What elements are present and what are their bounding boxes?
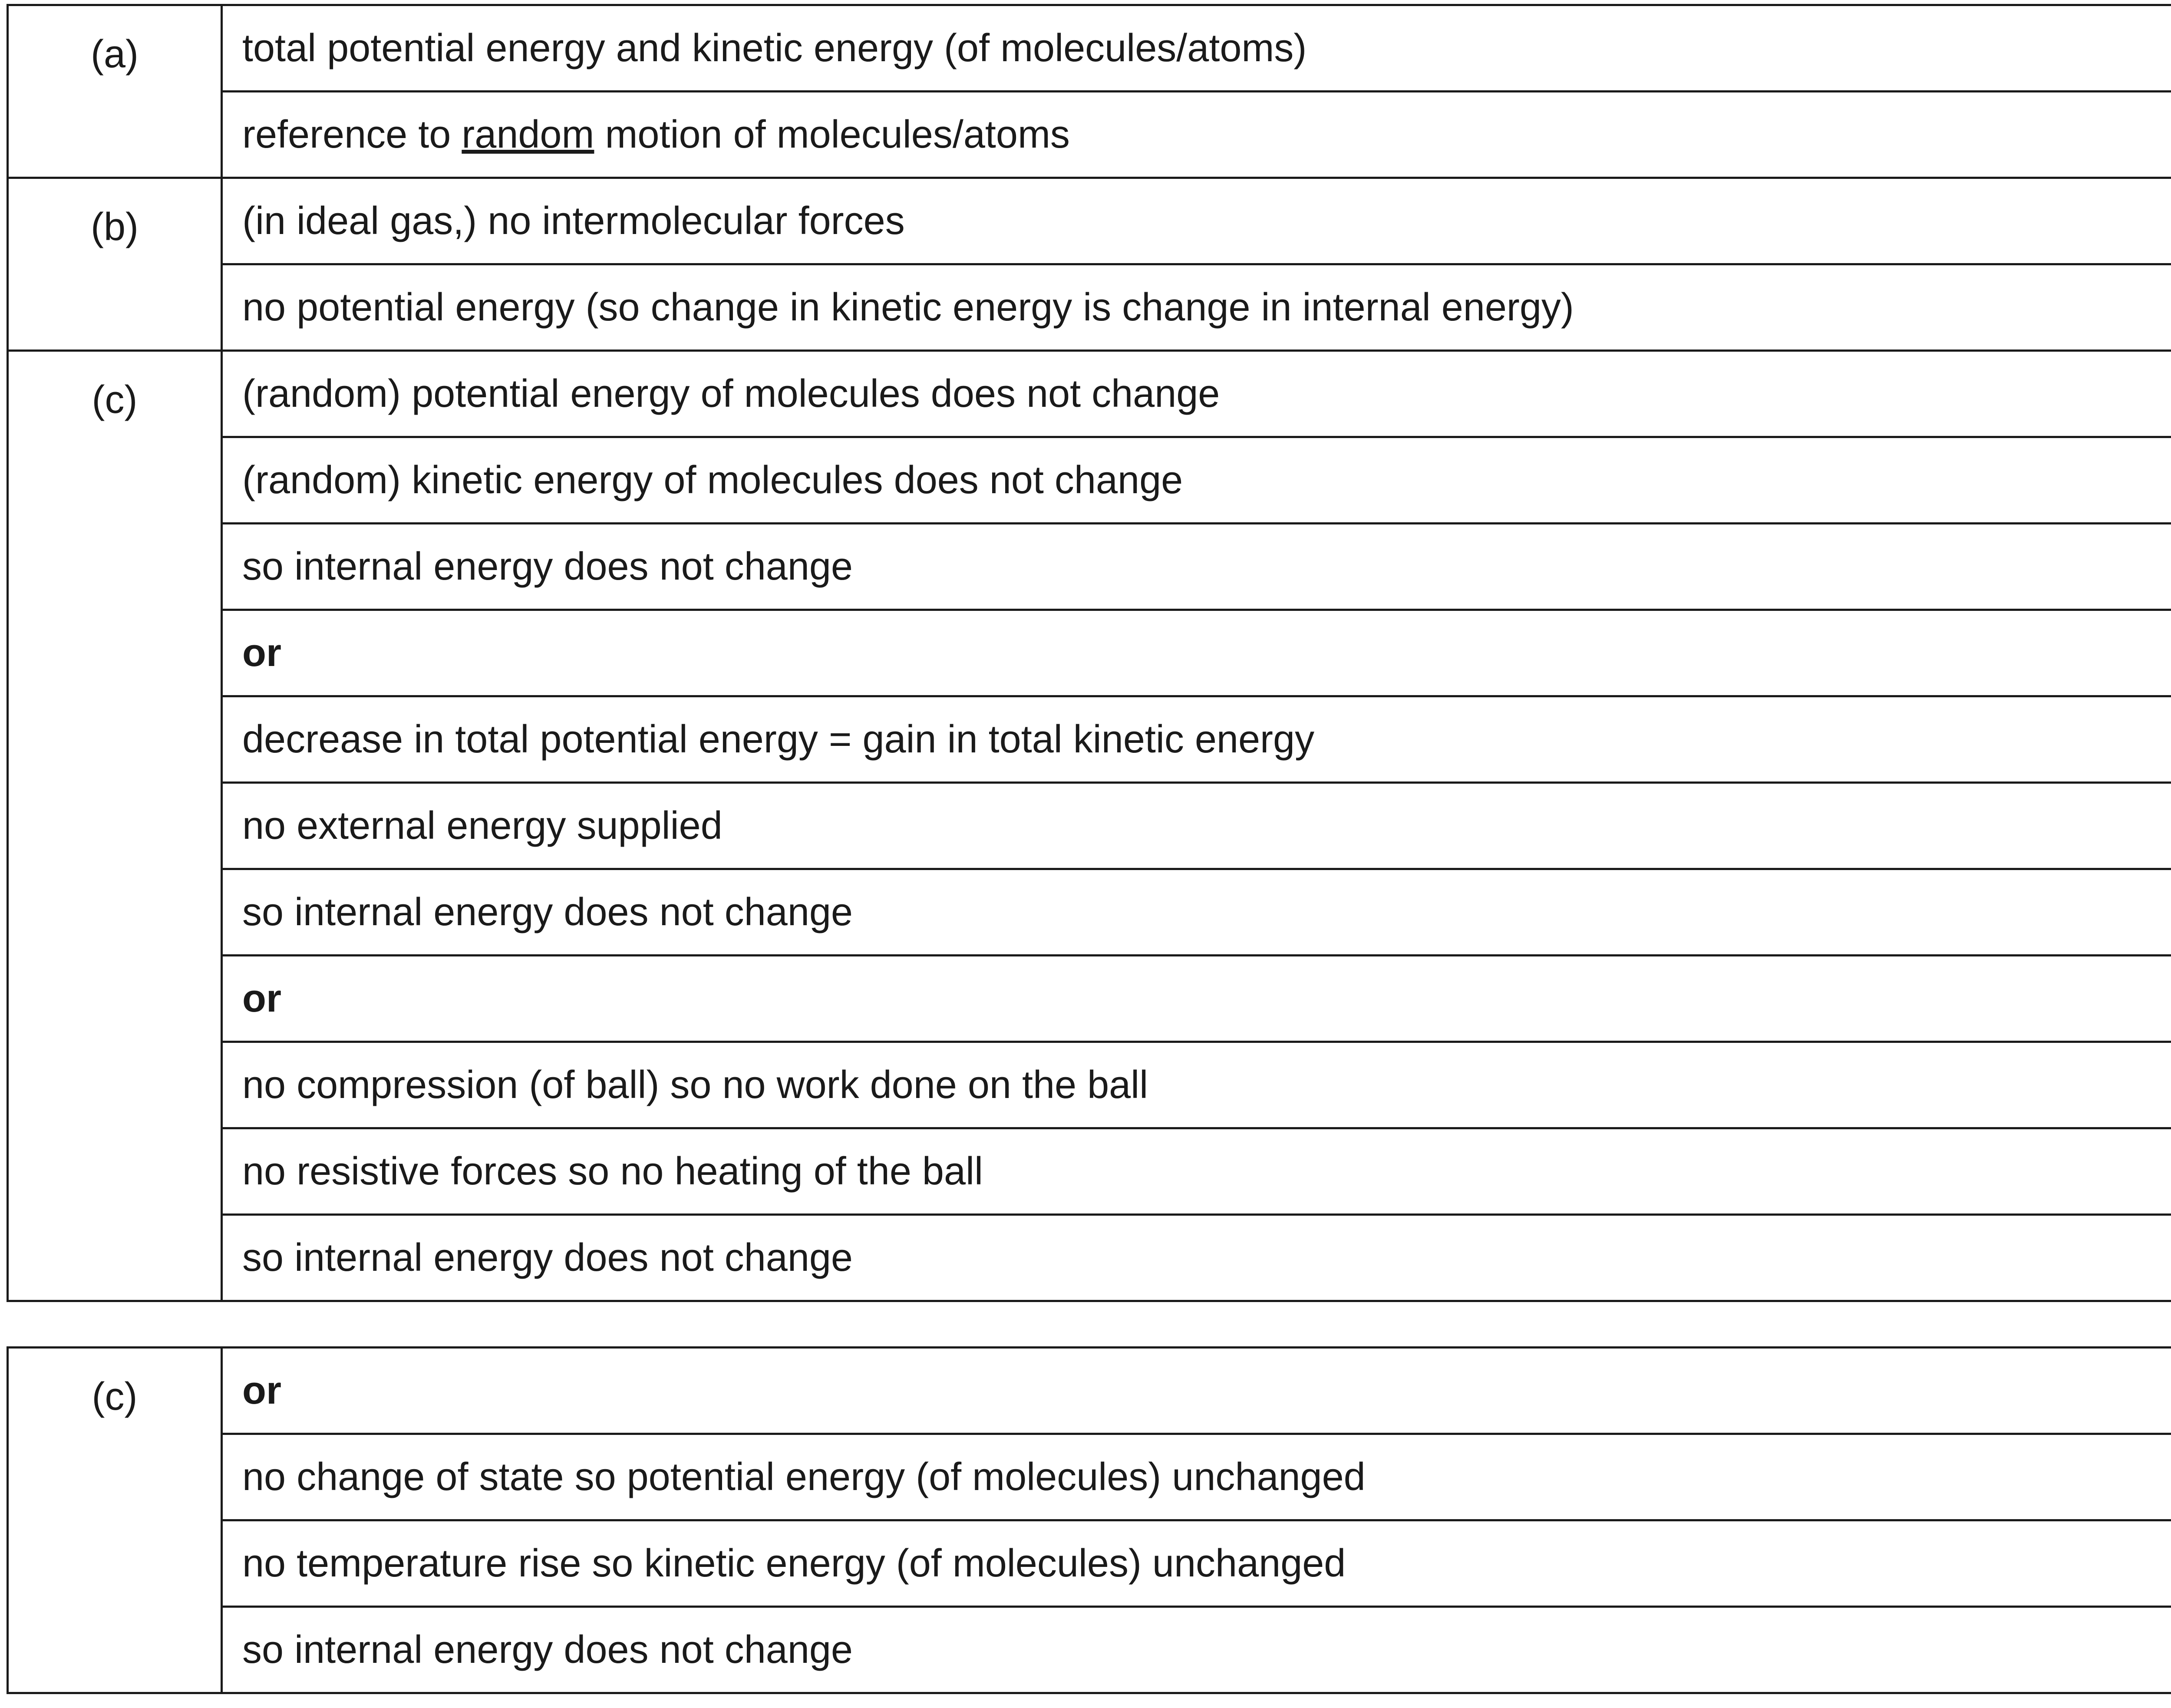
table-row (8, 1348, 2171, 1434)
part-label-b: (b) (8, 178, 222, 351)
table-row (8, 178, 2171, 264)
table-row (8, 1042, 2171, 1128)
table-row (8, 5, 2171, 92)
answer-text: so internal energy does not change (222, 1607, 2171, 1693)
table-row (8, 1520, 2171, 1607)
mark-scheme-table (7, 4, 2171, 1302)
table-row (8, 783, 2171, 869)
table-row (8, 1215, 2171, 1301)
part-label-c-continued: (c) (8, 1348, 222, 1693)
answer-text: no temperature rise so kinetic energy (of molecules) unchanged (222, 1520, 2171, 1607)
table-row (8, 92, 2171, 178)
table-row (8, 524, 2171, 610)
table-row (8, 610, 2171, 696)
table-row (8, 869, 2171, 956)
table-row (8, 956, 2171, 1042)
or-separator: or (222, 1348, 2171, 1434)
part-label-c: (c) (8, 351, 222, 1301)
answer-text: no compression (of ball) so no work done on the ball (222, 1042, 2171, 1128)
answer-text: (in ideal gas,) no intermolecular forces (222, 178, 2171, 264)
answer-text-prefix: reference to (242, 112, 462, 156)
or-separator: or (222, 610, 2171, 696)
answer-text: no potential energy (so change in kinetic energy is change in internal energy) (222, 264, 2171, 351)
answer-text: decrease in total potential energy = gain in total kinetic energy (222, 696, 2171, 783)
table-row (8, 696, 2171, 783)
answer-text: total potential energy and kinetic energy (of molecules/atoms) (222, 5, 2171, 92)
mark-scheme-table-continued (7, 1346, 2171, 1694)
answer-text: so internal energy does not change (222, 524, 2171, 610)
table-row (8, 264, 2171, 351)
answer-text: (random) potential energy of molecules does not change (222, 351, 2171, 437)
table-row (8, 1607, 2171, 1693)
table-row (8, 437, 2171, 524)
table-row (8, 351, 2171, 437)
answer-text: (random) kinetic energy of molecules does not change (222, 437, 2171, 524)
or-separator: or (222, 956, 2171, 1042)
answer-text (222, 92, 2171, 178)
part-label-a: (a) (8, 5, 222, 178)
answer-text: no resistive forces so no heating of the ball (222, 1128, 2171, 1215)
table-row (8, 1128, 2171, 1215)
answer-text: so internal energy does not change (222, 1215, 2171, 1301)
answer-text: so internal energy does not change (222, 869, 2171, 956)
underlined-keyword: random (462, 112, 594, 156)
table-row (8, 1434, 2171, 1520)
answer-text-suffix: motion of molecules/atoms (594, 112, 1070, 156)
answer-text: no change of state so potential energy (of molecules) unchanged (222, 1434, 2171, 1520)
answer-text: no external energy supplied (222, 783, 2171, 869)
